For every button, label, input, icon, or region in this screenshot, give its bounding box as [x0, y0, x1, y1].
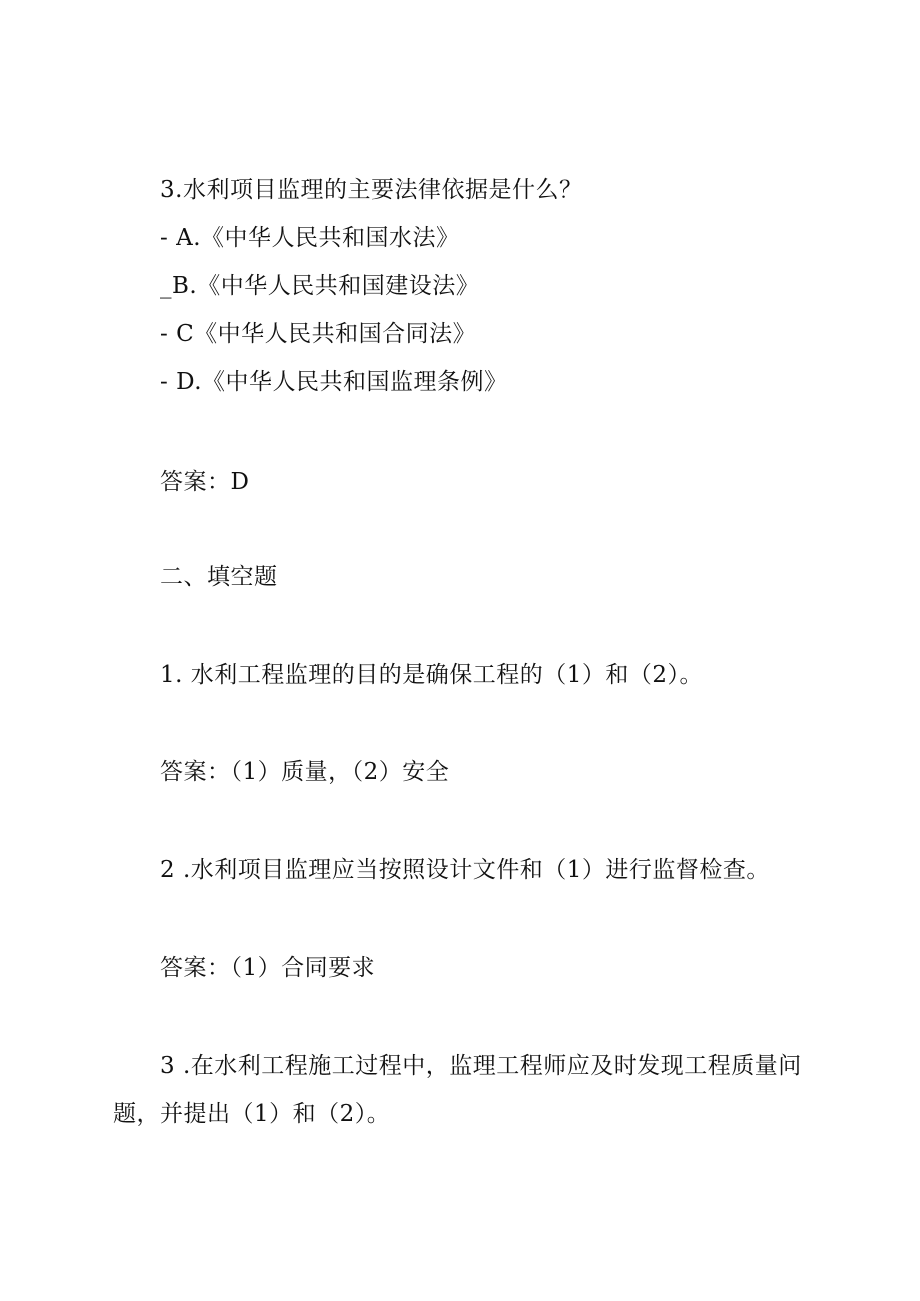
option-d: - D.《中华人民共和国监理条例》 [160, 369, 508, 395]
question-3-answer: 答案：D [160, 469, 250, 495]
fill-answer-1: 答案：（1）质量，（2）安全 [160, 759, 450, 785]
fill-question-1: 1. 水利工程监理的目的是确保工程的（1）和（2）。 [160, 662, 704, 688]
option-a: - A.《中华人民共和国水法》 [160, 225, 460, 251]
fill-question-3-line-1: 3 .在水利工程施工过程中，监理工程师应及时发现工程质量问 [160, 1053, 802, 1079]
fill-question-3-line-2: 题，并提出（1）和（2）。 [113, 1101, 391, 1127]
fill-question-2: 2 .水利项目监理应当按照设计文件和（1）进行监督检查。 [160, 857, 770, 883]
option-c: - C《中华人民共和国合同法》 [160, 321, 477, 347]
option-b: _B.《中华人民共和国建设法》 [160, 273, 480, 299]
fill-answer-2: 答案：（1）合同要求 [160, 955, 376, 981]
section-heading-fill-in: 二、填空题 [160, 564, 278, 590]
question-3-stem: 3.水利项目监理的主要法律依据是什么？ [160, 177, 583, 203]
